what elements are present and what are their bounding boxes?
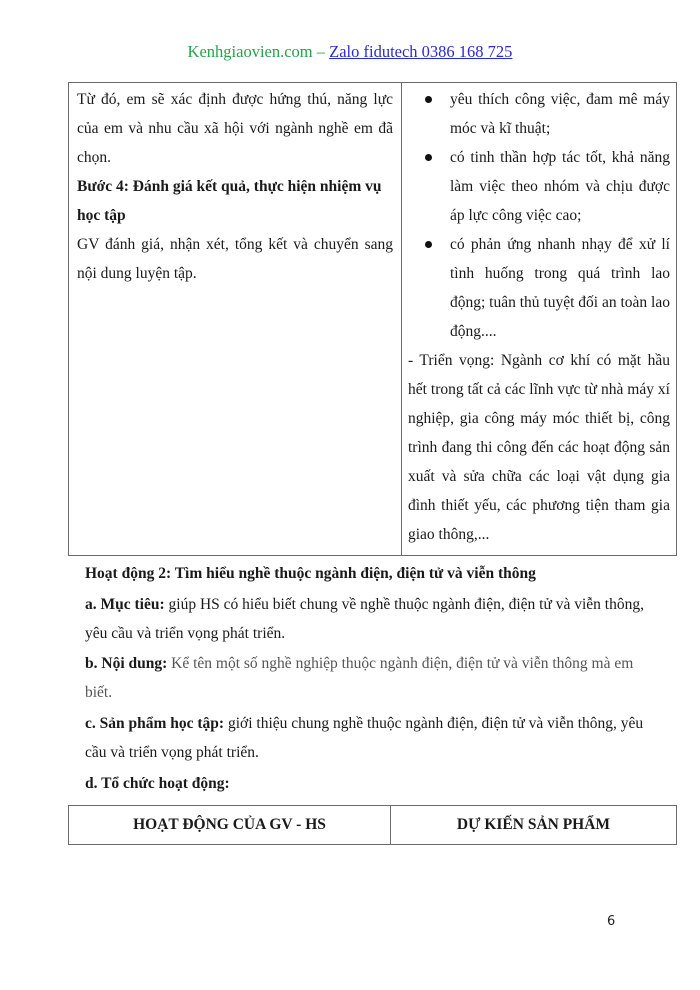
header-teacher-student-activity: HOẠT ĐỘNG CỦA GV - HS: [69, 806, 391, 845]
teacher-student-activity-cell: [69, 83, 402, 556]
step4-heading: Bước 4: Đánh giá kết quả, thực hiện nhiệm vụ học tập: [77, 178, 382, 224]
product-label: c. Sản phẩm học tập:: [85, 715, 225, 732]
evaluation-paragraph: GV đánh giá, nhận xét, tổng kết và chuyển sang nội dung luyện tập.: [77, 236, 393, 282]
list-item: có phản ứng nhanh nhạy để xử lí tình huống trong quá trình lao động; tuân thủ tuyệt đối an toàn lao động....: [408, 230, 670, 346]
zalo-contact-link[interactable]: Zalo fidutech 0386 168 725: [329, 42, 513, 61]
activity-table-continued: [68, 82, 677, 556]
conclusion-paragraph: Từ đó, em sẽ xác định được hứng thú, năng lực của em và nhu cầu xã hội với ngành nghề em đã chọn.: [77, 91, 393, 166]
page-header: [0, 42, 700, 62]
list-item: yêu thích công việc, đam mê máy móc và kĩ thuật;: [408, 85, 670, 143]
table-header-row: [69, 806, 677, 845]
prospect-paragraph: - Triển vọng: Ngành cơ khí có mặt hầu hết trong tất cả các lĩnh vực từ nhà máy xí nghiệp, gia công máy móc thiết bị, công trình đang thi công đến các hoạt động sản xuất và sửa chữa các loại vật dụng gia đình thiết yếu, các phương tiện tham gia giao thông,...: [408, 352, 670, 543]
content-label: b. Nội dung:: [85, 655, 168, 672]
bullet-icon: [425, 154, 432, 161]
objective-label: a. Mục tiêu:: [85, 596, 165, 613]
activity-organization-table: [68, 805, 677, 845]
product-text: giới thiệu chung nghề thuộc ngành điện, điện tử và viễn thông, yêu cầu và triển vọng phát triển.: [85, 715, 644, 761]
page-number: 6: [607, 914, 616, 929]
activity2-title: Hoạt động 2: Tìm hiểu nghề thuộc ngành điện, điện tử và viễn thông: [85, 565, 536, 582]
header-expected-product: DỰ KIẾN SẢN PHẨM: [391, 806, 677, 845]
objective-paragraph: [85, 590, 645, 648]
bullet-icon: [425, 96, 432, 103]
content-paragraph: [85, 649, 645, 707]
bullet-icon: [425, 241, 432, 248]
organize-heading: d. Tổ chức hoạt động:: [85, 775, 230, 792]
header-separator: –: [312, 42, 330, 61]
product-paragraph: [85, 709, 645, 767]
expected-product-cell: [402, 83, 677, 556]
requirements-list: [408, 85, 670, 346]
content-text: Kể tên một số nghề nghiệp thuộc ngành điện, điện tử và viễn thông mà em biết.: [85, 655, 634, 701]
objective-text: giúp HS có hiểu biết chung về nghề thuộc ngành điện, điện tử và viễn thông, yêu cầu và triển vọng phát triển.: [85, 596, 644, 642]
list-item: có tinh thần hợp tác tốt, khả năng làm việc theo nhóm và chịu được áp lực công việc cao;: [408, 143, 670, 230]
table-row: [69, 83, 677, 556]
site-name: Kenhgiaovien.com: [187, 42, 313, 61]
